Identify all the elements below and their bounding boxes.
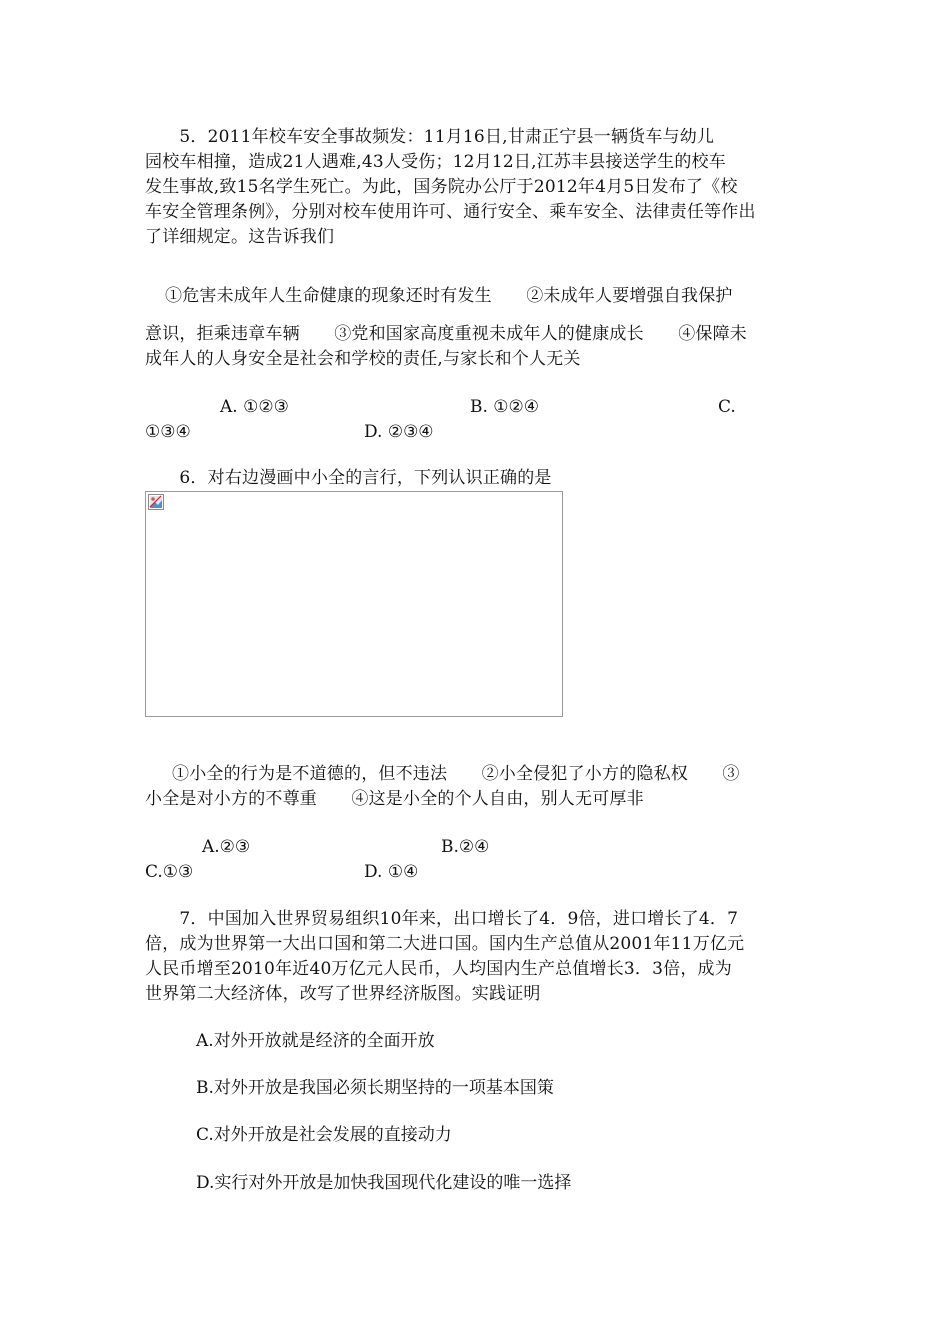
q5-option-c-label: C.: [718, 397, 736, 417]
q5-statement-line-3: 成年人的人身安全是社会和学校的责任,与家长和个人无关: [145, 349, 581, 369]
q7-option-a: A.对外开放就是经济的全面开放: [196, 1031, 435, 1051]
q6-stem: 6．对右边漫画中小全的言行，下列认识正确的是: [145, 468, 552, 488]
q5-option-d: D. ②③④: [364, 422, 434, 442]
q6-option-d: D. ①④: [364, 862, 419, 882]
q7-line-2: 倍，成为世界第一大出口国和第二大进口国。国内生产总值从2001年11万亿元: [145, 934, 745, 954]
q6-option-c: C.①③: [145, 862, 194, 882]
q5-statement-line-1: ①危害未成年人生命健康的现象还时有发生 ②未成年人要增强自我保护: [165, 286, 733, 306]
q5-line-3: 发生事故,致15名学生死亡。为此，国务院办公厅于2012年4月5日发布了《校: [145, 177, 738, 197]
q5-option-a: A. ①②③: [220, 397, 289, 417]
cartoon-image-placeholder: [145, 491, 563, 717]
q5-option-c-value: ①③④: [145, 422, 191, 442]
q7-line-4: 世界第二大经济体，改写了世界经济版图。实践证明: [145, 984, 541, 1004]
q7-option-d: D.实行对外开放是加快我国现代化建设的唯一选择: [196, 1173, 572, 1193]
q5-option-b: B. ①②④: [470, 397, 540, 417]
q5-line-4: 车安全管理条例》，分别对校车使用许可、通行安全、乘车安全、法律责任等作出: [145, 202, 756, 222]
q7-line-3: 人民币增至2010年近40万亿元人民币，人均国内生产总值增长3．3倍，成为: [145, 959, 732, 979]
q5-line-5: 了详细规定。这告诉我们: [145, 227, 335, 247]
q6-option-b: B.②④: [441, 837, 490, 857]
q6-statement-line-2: 小全是对小方的不尊重 ④这是小全的个人自由，别人无可厚非: [145, 789, 644, 809]
q5-line-1: 5．2011年校车安全事故频发：11月16日,甘肃正宁县一辆货车与幼儿: [145, 127, 715, 147]
q5-line-2: 园校车相撞，造成21人遇难,43人受伤；12月12日,江苏丰县接送学生的校车: [145, 152, 726, 172]
q7-option-c: C.对外开放是社会发展的直接动力: [196, 1125, 452, 1145]
q5-statement-line-2: 意识，拒乘违章车辆 ③党和国家高度重视未成年人的健康成长 ④保障未: [145, 324, 747, 344]
q6-option-a: A.②③: [202, 837, 251, 857]
q7-option-b: B.对外开放是我国必须长期坚持的一项基本国策: [196, 1078, 554, 1098]
broken-image-icon: [148, 494, 164, 510]
q6-statement-line-1: ①小全的行为是不道德的，但不违法 ②小全侵犯了小方的隐私权 ③: [172, 764, 740, 784]
q7-line-1: 7．中国加入世界贸易组织10年来，出口增长了4．9倍，进口增长了4．7: [145, 909, 739, 929]
